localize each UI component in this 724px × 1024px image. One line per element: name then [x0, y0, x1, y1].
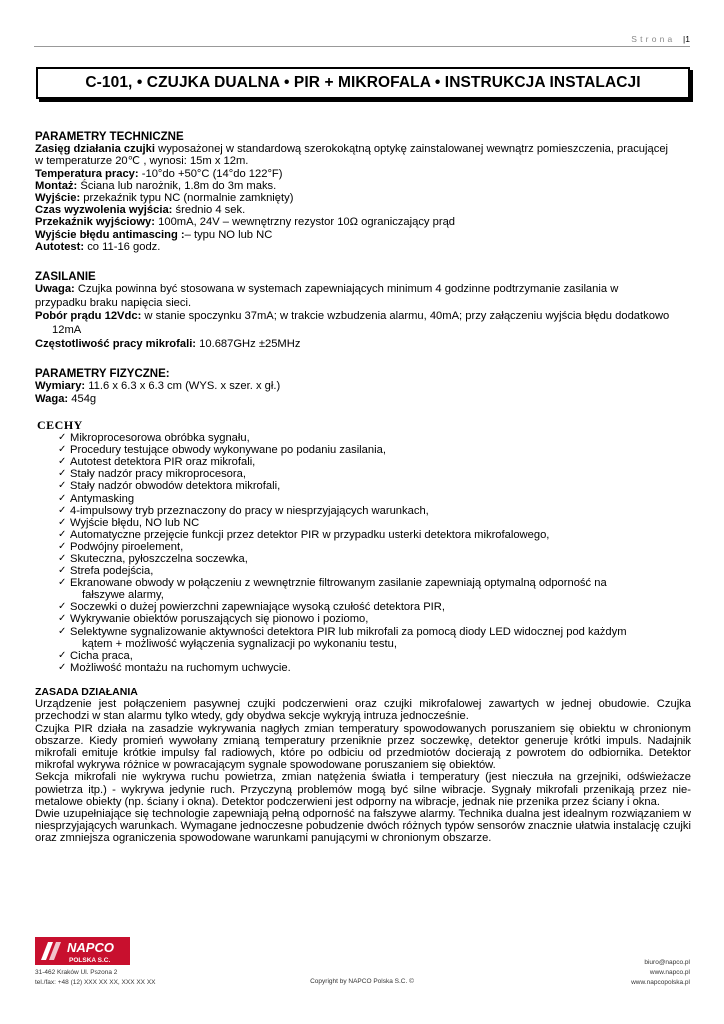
feature-text: Selektywne sygnalizowanie aktywności detektora PIR lub mikrofali za pomocą diody LED widocznej pod każdym	[70, 625, 627, 638]
feature-item	[58, 650, 691, 662]
params-tech-line	[35, 180, 691, 192]
zasilanie-pobor-cont: 12mA	[52, 323, 82, 336]
feature-text: Skuteczna, pyłoszczelna soczewka,	[70, 553, 248, 565]
waga-text: 454g	[68, 392, 97, 405]
wymiary-text: 11.6 x 6.3 x 6.3 cm (WYS. x szer. x gł.)	[85, 380, 281, 393]
features-list	[35, 432, 691, 674]
page-number-header	[631, 34, 690, 44]
zasada-paragraph: Dwie uzupełniające się technologie zapewniają pełną odporność na fałszywe alarmy. Technika dualna jest idealnym rozwiązaniem w niesprzyjających warunkach. Wymagane jednoczesne pobudzenie dwóch różnych typów sensorów znacznie ułatwia instalację czujki oraz zmniejsza ograniczenia spowodowane warunkami panującymi w chronionym obszarze.	[35, 807, 691, 845]
checkmark-icon: ✓	[58, 577, 67, 589]
footer-copyright: Copyright by NAPCO Polska S.C. ©	[310, 978, 414, 985]
params-tech-line	[35, 216, 691, 228]
document-title	[36, 67, 690, 99]
wymiary-label: Wymiary:	[35, 380, 86, 393]
checkmark-icon: ✓	[58, 649, 67, 661]
param-value: -10°do +50°C (14°do 122°F)	[138, 167, 283, 180]
feature-text: Ekranowane obwody w połączeniu z wewnętrznie filtrowanym zasilanie zapewniają optymalną odporność na	[70, 577, 607, 590]
zasada-text	[35, 698, 691, 844]
pobor-label: Pobór prądu 12Vdc:	[35, 309, 142, 322]
feature-text: Stały nadzór obwodów detektora mikrofali,	[70, 480, 281, 493]
params-phys-waga	[35, 393, 691, 405]
zasilanie-pobor	[35, 310, 691, 322]
checkmark-icon: ✓	[58, 661, 67, 673]
param-label: Czas wyzwolenia wyjścia:	[35, 204, 173, 217]
params-tech-line	[35, 192, 691, 204]
feature-item	[58, 553, 691, 565]
feature-item	[58, 613, 691, 625]
params-phys-wymiary	[35, 380, 691, 392]
checkmark-icon: ✓	[58, 613, 67, 625]
section-heading-params-phys: PARAMETRY FIZYCZNE:	[35, 368, 170, 381]
footer-contact-block	[631, 958, 690, 988]
logo-subtext: POLSKA S.C.	[69, 957, 111, 964]
checkmark-icon: ✓	[58, 625, 67, 637]
footer-web[interactable]: www.napco.pl	[649, 969, 690, 976]
checkmark-icon: ✓	[58, 565, 67, 577]
checkmark-icon: ✓	[58, 492, 67, 504]
feature-item	[58, 577, 691, 601]
params-tech-line	[35, 204, 691, 216]
feature-text: 4-impulsowy tryb przeznaczony do pracy w niesprzyjających warunkach,	[70, 504, 429, 517]
feature-text: Autotest detektora PIR oraz mikrofali,	[70, 456, 256, 469]
section-heading-params-tech: PARAMETRY TECHNICZNE	[35, 131, 184, 143]
feature-text: Stały nadzór pracy mikroprocesora,	[70, 468, 246, 481]
feature-text: Podwójny piroelement,	[70, 540, 184, 553]
footer-phone: tel./fax: +48 (12) XXX XX XX, XXX XX XX	[35, 978, 156, 986]
params-tech-line	[35, 229, 691, 241]
feature-item	[58, 493, 691, 505]
feature-text: Wykrywanie obiektów poruszających się pionowo i poziomo,	[70, 613, 369, 626]
param-value: wyposażonej w standardową szerokokątną optykę zainstalowanej wewnątrz pomieszczenia, pracującej	[155, 143, 669, 156]
feature-item	[58, 432, 691, 444]
feature-text: Strefa podejścia,	[70, 565, 154, 578]
checkmark-icon: ✓	[58, 540, 67, 552]
feature-item	[58, 529, 691, 541]
feature-text: Wyjście błędu, NO lub NC	[70, 516, 200, 529]
napco-logo	[35, 937, 130, 965]
checkmark-icon: ✓	[58, 528, 67, 540]
page-label: Strona	[631, 34, 676, 44]
pobor-text: w stanie spoczynku 37mA; w trakcie wzbudzenia alarmu, 40mA; przy załączeniu wyjścia błędu dodatkowo	[141, 309, 670, 322]
feature-item	[58, 505, 691, 517]
params-tech-line	[35, 143, 691, 155]
checkmark-icon: ✓	[58, 553, 67, 564]
param-label: Przekaźnik wyjściowy:	[35, 216, 156, 229]
feature-item	[58, 662, 691, 674]
feature-text: Cicha praca,	[70, 649, 133, 662]
uwaga-text: Czujka powinna być stosowana w systemach zapewniających minimum 4 godzinne podtrzymanie zasilania w	[74, 283, 619, 296]
czestotliwosc-text: 10.687GHz ±25MHz	[196, 338, 301, 351]
params-tech-line	[35, 168, 691, 180]
footer-address: 31-462 Kraków Ul. Pszona 2	[35, 969, 118, 976]
feature-item	[58, 517, 691, 529]
feature-item	[58, 565, 691, 577]
footer-email[interactable]: biuro@napco.pl	[644, 959, 690, 966]
zasilanie-uwaga	[35, 283, 691, 295]
page-number: 1	[685, 34, 690, 44]
param-value: przekaźnik typu NC (normalnie zamknięty)	[80, 192, 294, 205]
feature-item	[58, 480, 691, 492]
zasada-paragraph: Urządzenie jest połączeniem pasywnej czujki podczerwieni oraz czujki mikrofalowej zawartych w jednej obudowie. Czujka przechodzi w stan alarmu tylko wtedy, gdy obydwa sekcje wykryją intruza jednocześnie.	[35, 698, 691, 723]
param-label: Zasięg działania czujki	[35, 143, 155, 156]
feature-text-cont: kątem + możliwość wyłączenia sygnalizacji po wykonaniu testu,	[82, 637, 397, 650]
uwaga-label: Uwaga:	[35, 283, 75, 296]
param-label: Temperatura pracy:	[35, 167, 139, 180]
section-heading-cechy: CECHY	[37, 417, 83, 432]
params-tech-line	[35, 155, 691, 167]
checkmark-icon: ✓	[58, 432, 67, 444]
waga-label: Waga:	[35, 392, 69, 405]
param-value: – typu NO lub NC	[184, 228, 273, 241]
param-label: Wyjście:	[35, 192, 81, 205]
feature-text: Antymasking	[70, 492, 135, 505]
checkmark-icon: ✓	[58, 456, 67, 468]
param-value: 100mA, 24V – wewnętrzny rezystor 10Ω ograniczający prąd	[155, 216, 456, 229]
feature-text: Możliwość montażu na ruchomym uchwycie.	[70, 661, 291, 674]
param-label: Autotest:	[35, 240, 85, 253]
feature-item	[58, 541, 691, 553]
feature-item	[58, 456, 691, 468]
czestotliwosc-label: Częstotliwość pracy mikrofali:	[35, 338, 197, 351]
param-label: Wyjście błędu antimascing :	[35, 228, 185, 241]
section-heading-zasada: ZASADA DZIAŁANIA	[35, 685, 138, 698]
param-value: Ściana lub narożnik, 1.8m do 3m maks.	[77, 179, 277, 192]
param-label: Montaż:	[35, 179, 78, 192]
feature-text: Mikroprocesorowa obróbka sygnału,	[70, 432, 250, 445]
zasada-paragraph: Sekcja mikrofali nie wykrywa ruchu powietrza, zmian natężenia światła i temperatury (jest nieczuła na grzejniki, odświeżacze powietrza itp.) - wykrywa jedynie ruch. Przyczyną problemów mogą być silne wibracje. Sygnały mikrofali przenikają przez nie-metalowe obiekty (np. ściany i okna). Detektor podczerwieni jest odporny na wibracje, jednak nie przenika przez ściany i okna.	[35, 771, 691, 808]
params-tech-list	[35, 143, 691, 253]
param-value: w temperaturze 20℃ , wynosi: 15m x 12m.	[35, 155, 249, 168]
page-separator: |	[683, 34, 686, 44]
feature-text: Procedury testujące obwody wykonywane po podaniu zasilania,	[70, 444, 386, 457]
feature-item	[58, 626, 691, 650]
feature-text-cont: fałszywe alarmy,	[82, 589, 164, 602]
header-divider	[34, 46, 690, 47]
section-heading-zasilanie: ZASILANIE	[35, 271, 96, 284]
zasada-paragraph: Czujka PIR działa na zasadzie wykrywania nagłych zmian temperatury spowodowanych poruszaniem się obiektu w chronionym obszarze. Kiedy promień wywołany zmianą temperatury przeniknie przez soczewkę, detektor generuje krótki impuls. Nadajnik mikrofali emituje krótkie impulsy fal radiowych, które po odbiciu od przedmiotów docierają z powrotem do odbiornika. Detektor mikrofal wykrywa różnice w powracającym sygnale spowodowane poruszaniem się obiektów.	[35, 722, 691, 772]
checkmark-icon: ✓	[58, 504, 67, 516]
feature-text: Soczewki o dużej powierzchni zapewniające wysoką czułość detektora PIR,	[70, 601, 445, 614]
checkmark-icon: ✓	[58, 480, 67, 492]
document-body	[35, 131, 691, 845]
param-value: co 11-16 godz.	[84, 240, 161, 253]
param-value: średnio 4 sek.	[172, 204, 246, 217]
logo-text: NAPCO	[67, 940, 114, 955]
document-title-text: C-101, • CZUJKA DUALNA • PIR + MIKROFALA • INSTRUKCJA INSTALACJI	[85, 74, 641, 91]
zasilanie-czestotliwosc	[35, 338, 691, 350]
feature-text: Automatyczne przejęcie funkcji przez detektor PIR w przypadku usterki detektora mikrofalowego,	[70, 528, 550, 541]
feature-item	[58, 444, 691, 456]
checkmark-icon: ✓	[58, 468, 67, 480]
checkmark-icon: ✓	[58, 601, 67, 613]
footer-web-2[interactable]: www.napcopolska.pl	[631, 979, 690, 986]
params-tech-line	[35, 241, 691, 253]
checkmark-icon: ✓	[58, 444, 67, 456]
feature-item	[58, 468, 691, 480]
feature-item	[58, 601, 691, 613]
zasilanie-uwaga-cont: przypadku braku napięcia sieci.	[35, 297, 192, 310]
checkmark-icon: ✓	[58, 516, 67, 528]
